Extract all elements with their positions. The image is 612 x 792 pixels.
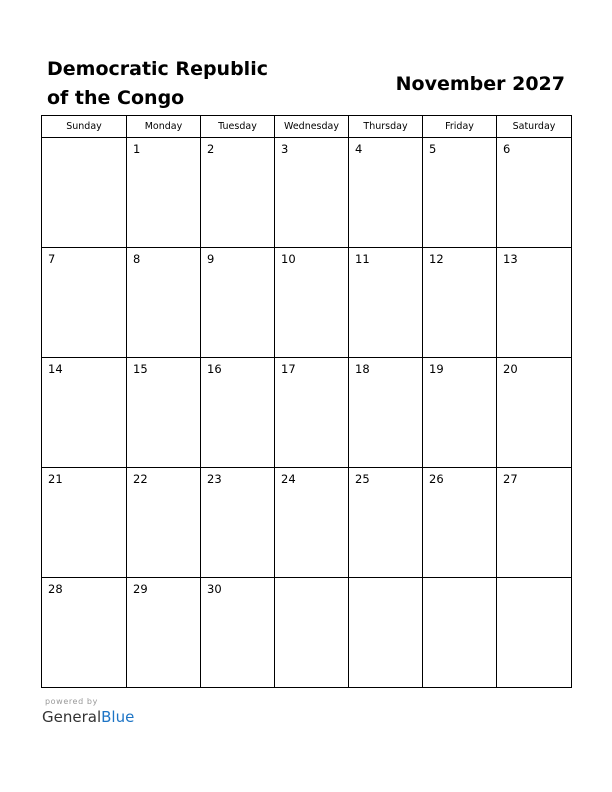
day-cell[interactable] — [275, 468, 349, 578]
day-number: 20 — [503, 362, 518, 376]
day-number: 2 — [207, 142, 215, 156]
weekday-wednesday: Wednesday — [275, 116, 349, 138]
weekday-friday: Friday — [423, 116, 497, 138]
day-number: 26 — [429, 472, 444, 486]
weekday-saturday: Saturday — [497, 116, 572, 138]
day-cell[interactable] — [275, 248, 349, 358]
day-number: 13 — [503, 252, 518, 266]
day-number: 19 — [429, 362, 444, 376]
day-number — [42, 138, 126, 142]
day-cell[interactable] — [201, 138, 275, 248]
week-row — [42, 138, 572, 248]
day-number: 4 — [355, 142, 363, 156]
day-number: 17 — [281, 362, 296, 376]
day-cell[interactable] — [42, 578, 127, 688]
day-number: 21 — [48, 472, 63, 486]
weekday-header-row — [42, 116, 572, 138]
week-row — [42, 468, 572, 578]
weekday-monday: Monday — [127, 116, 201, 138]
day-number: 18 — [355, 362, 370, 376]
week-row — [42, 358, 572, 468]
day-cell[interactable] — [201, 468, 275, 578]
day-cell[interactable] — [42, 138, 127, 248]
day-cell[interactable] — [201, 578, 275, 688]
day-number: 25 — [355, 472, 370, 486]
day-cell[interactable] — [349, 468, 423, 578]
day-number: 8 — [133, 252, 141, 266]
day-number: 29 — [133, 582, 148, 596]
day-number: 14 — [48, 362, 63, 376]
day-number: 27 — [503, 472, 518, 486]
day-cell[interactable] — [127, 358, 201, 468]
day-cell[interactable] — [349, 138, 423, 248]
day-number: 6 — [503, 142, 511, 156]
day-cell[interactable] — [423, 358, 497, 468]
day-number: 1 — [133, 142, 141, 156]
country-title-line-1: Democratic Republic — [47, 58, 268, 80]
day-number: 3 — [281, 142, 289, 156]
week-row — [42, 248, 572, 358]
weekday-sunday: Sunday — [42, 116, 127, 138]
brand-blue-text: Blue — [101, 708, 135, 726]
day-cell[interactable] — [42, 468, 127, 578]
day-number — [423, 578, 496, 582]
day-cell[interactable] — [423, 248, 497, 358]
calendar-grid — [41, 115, 572, 688]
day-number: 16 — [207, 362, 222, 376]
day-number — [497, 578, 571, 582]
day-number: 5 — [429, 142, 437, 156]
day-number — [349, 578, 422, 582]
day-cell[interactable] — [42, 358, 127, 468]
day-cell[interactable] — [349, 248, 423, 358]
day-cell[interactable] — [275, 358, 349, 468]
day-number — [275, 578, 348, 582]
day-cell[interactable] — [127, 138, 201, 248]
month-title: November 2027 — [395, 73, 565, 95]
country-title — [47, 55, 307, 113]
day-cell[interactable] — [127, 248, 201, 358]
day-cell[interactable] — [275, 138, 349, 248]
day-cell[interactable] — [349, 358, 423, 468]
day-cell[interactable] — [201, 248, 275, 358]
weekday-tuesday: Tuesday — [201, 116, 275, 138]
day-number: 15 — [133, 362, 148, 376]
day-cell[interactable] — [497, 358, 572, 468]
day-number: 12 — [429, 252, 444, 266]
day-cell[interactable] — [497, 138, 572, 248]
day-cell[interactable] — [497, 468, 572, 578]
day-cell[interactable] — [497, 578, 572, 688]
country-title-line-2: of the Congo — [47, 87, 185, 109]
day-cell[interactable] — [423, 468, 497, 578]
day-cell[interactable] — [42, 248, 127, 358]
day-number: 28 — [48, 582, 63, 596]
weekday-thursday: Thursday — [349, 116, 423, 138]
week-row — [42, 578, 572, 688]
day-number: 22 — [133, 472, 148, 486]
generalblue-logo[interactable] — [42, 708, 134, 726]
day-number: 7 — [48, 252, 56, 266]
brand-general-text: General — [42, 708, 102, 726]
day-number: 9 — [207, 252, 215, 266]
day-number: 24 — [281, 472, 296, 486]
day-cell[interactable] — [423, 578, 497, 688]
day-cell[interactable] — [127, 468, 201, 578]
day-cell[interactable] — [349, 578, 423, 688]
day-number: 11 — [355, 252, 370, 266]
day-cell[interactable] — [201, 358, 275, 468]
day-number: 30 — [207, 582, 222, 596]
day-cell[interactable] — [127, 578, 201, 688]
day-cell[interactable] — [423, 138, 497, 248]
day-number: 23 — [207, 472, 222, 486]
powered-by-label: powered by — [45, 697, 98, 706]
day-number: 10 — [281, 252, 296, 266]
day-cell[interactable] — [497, 248, 572, 358]
day-cell[interactable] — [275, 578, 349, 688]
